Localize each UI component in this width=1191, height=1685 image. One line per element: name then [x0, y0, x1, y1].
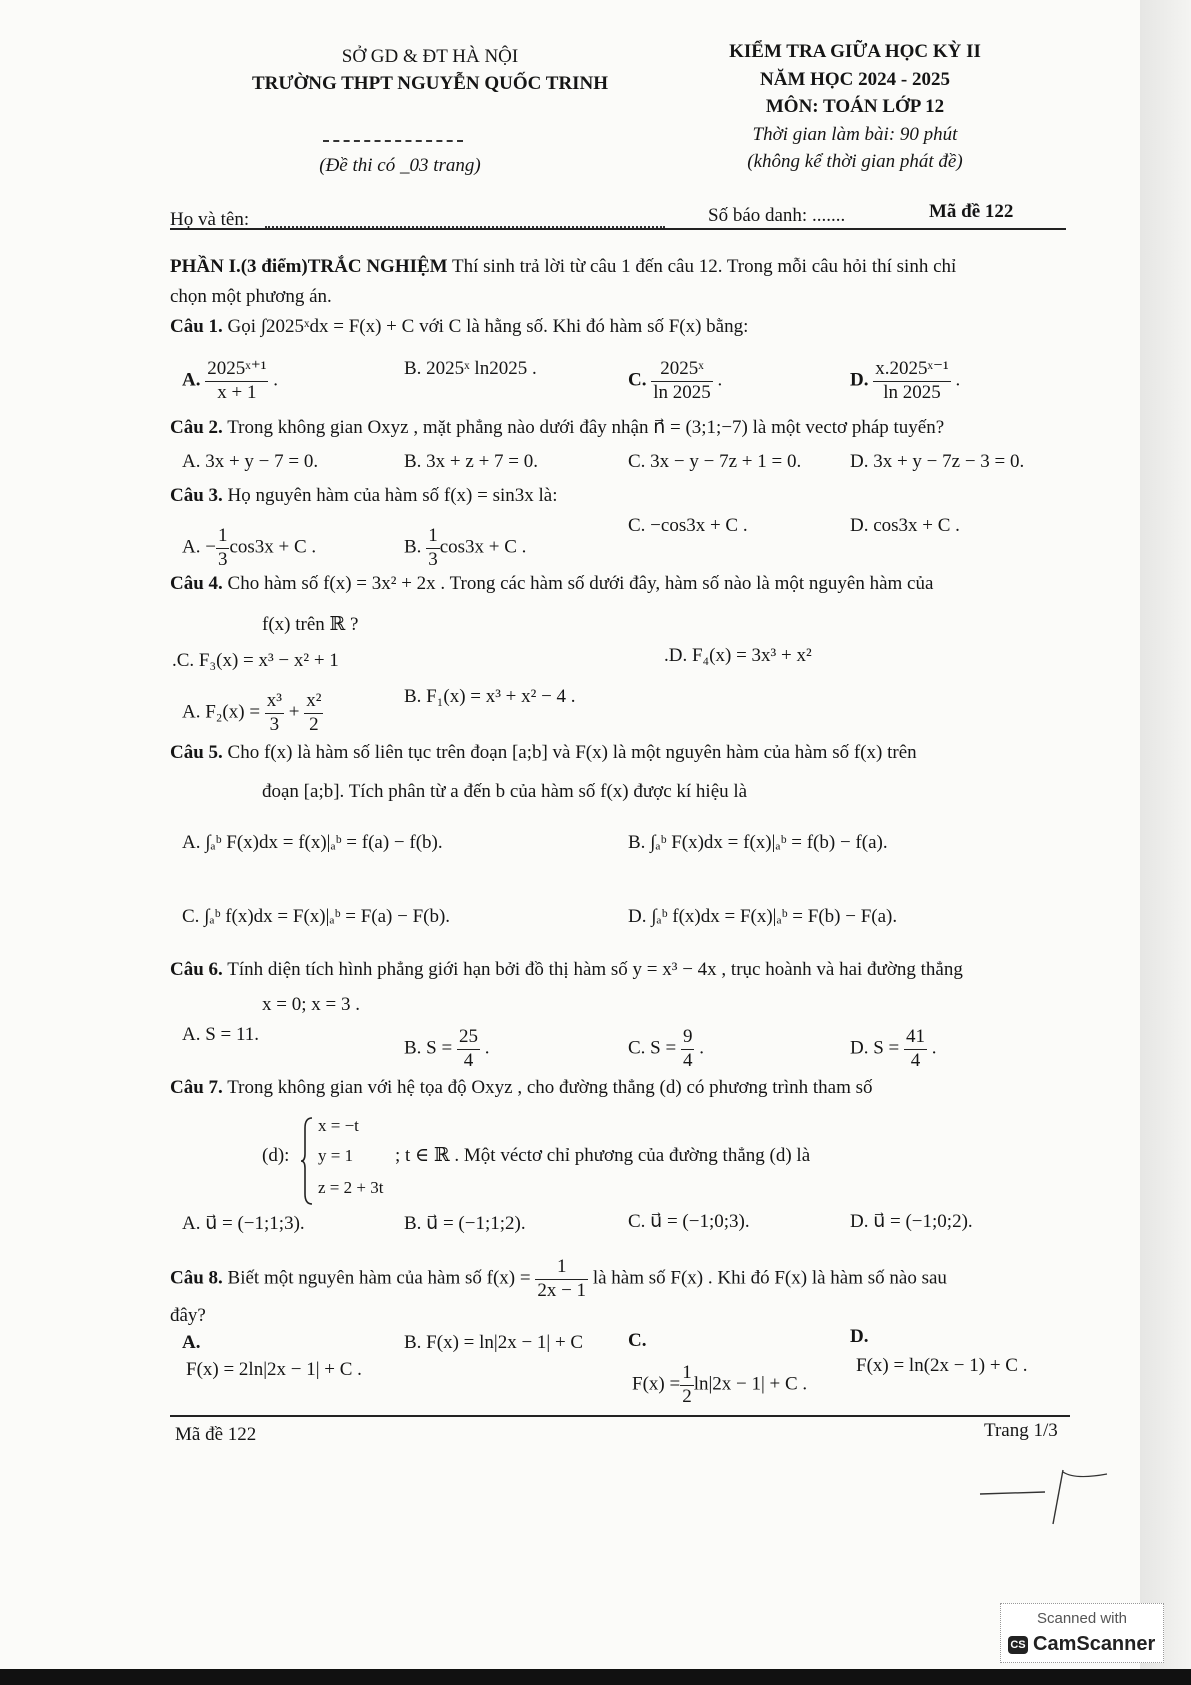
section1-intro-line2: chọn một phương án. — [170, 286, 332, 307]
q2-option-a: A. 3x + y − 7 = 0. — [182, 451, 319, 472]
q4-stem-line2: f(x) trên ℝ ? — [262, 614, 359, 635]
q7-eq-y: y = 1 — [318, 1146, 354, 1165]
q7-eq-z: z = 2 + 3t — [318, 1178, 384, 1197]
exam-title: KIỂM TRA GIỮA HỌC KỲ II — [729, 41, 981, 62]
q5-option-d: D. ∫ₐᵇ f(x)dx = F(x)|ₐᵇ = F(b) − F(a). — [628, 906, 898, 927]
q8-stem-line2: đây? — [170, 1305, 206, 1326]
q6-stem-line2: x = 0; x = 3 . — [262, 994, 360, 1015]
exam-time: Thời gian làm bài: 90 phút — [752, 124, 958, 145]
camscanner-badge — [1000, 1603, 1164, 1663]
q3-option-c: C. −cos3x + C . — [628, 515, 748, 536]
q7-system-prefix: (d): — [262, 1145, 290, 1166]
exam-time-note: (không kể thời gian phát đề) — [747, 151, 963, 172]
q4-option-b: B. F₁(x) = x³ + x² − 4 . — [404, 686, 576, 707]
q7-option-a: A. u⃗ = (−1;1;3). — [182, 1213, 305, 1234]
q3-option-a: A. − $\frac{1}{3}$ cos3x + C . — [182, 525, 317, 570]
q7-option-c: C. u⃗ = (−1;0;3). — [628, 1211, 750, 1232]
scan-bottom-edge — [0, 1669, 1191, 1685]
q3-option-d: D. cos3x + C . — [850, 515, 960, 536]
section1-intro: PHẦN I.(3 điểm)TRẮC NGHIỆM Thí sinh trả lời từ câu 1 đến câu 12. Trong mỗi câu hỏi thí sinh chỉ — [170, 256, 957, 277]
q5-option-b: B. ∫ₐᵇ F(x)dx = f(x)|ₐᵇ = f(b) − f(a). — [628, 832, 888, 853]
q5-stem: Câu 5. Cho f(x) là hàm số liên tục trên đoạn [a;b] và F(x) là một nguyên hàm của hàm số f(x) trên — [170, 742, 917, 763]
scanned-with-text: Scanned with — [1036, 1610, 1128, 1627]
footer-rule — [170, 1415, 1070, 1417]
footer-exam-code: Mã đề 122 — [175, 1424, 257, 1445]
q7-option-d: D. u⃗ = (−1;0;2). — [850, 1211, 973, 1232]
school-name: TRƯỜNG THPT NGUYỄN QUỐC TRINH — [251, 73, 609, 94]
q7-option-b: B. u⃗ = (−1;1;2). — [404, 1213, 526, 1234]
q6-option-b: B. S = $\frac{25}{4}$ . — [404, 1026, 490, 1071]
q1-stem: Câu 1. Gọi ∫2025ˣdx = F(x) + C với C là hằng số. Khi đó hàm số F(x) bằng: — [170, 316, 749, 337]
q2-option-d: D. 3x + y − 7z − 3 = 0. — [850, 451, 1025, 472]
q8-option-c: F(x) = $\frac{1}{2}$ ln|2x − 1| + C . — [632, 1362, 808, 1407]
q7-brace-icon — [300, 1116, 314, 1206]
exam-code: Mã đề 122 — [929, 201, 1014, 222]
q6-stem: Câu 6. Tính diện tích hình phẳng giới hạn bởi đồ thị hàm số y = x³ − 4x , trục hoành và hai đường thẳng — [170, 959, 963, 980]
q4-stem: Câu 4. Cho hàm số f(x) = 3x² + 2x . Trong các hàm số dưới đây, hàm số nào là một nguyên hàm của — [170, 573, 934, 594]
q4-option-a: A. F₂(x) = $\frac{\text{x³}}{3}$ + $\frac{\text{x²}}{2}$ — [182, 690, 322, 735]
q1-option-b: B. 2025ˣ ln2025 . — [404, 358, 537, 379]
q8-stem: Câu 8. Biết một nguyên hàm của hàm số f(x) = $\frac{1}{2x - 1}$ là hàm số F(x) . Khi đó F(x) là hàm số nào sau — [170, 1256, 947, 1301]
q6-option-c: C. S = $\frac{9}{4}$ . — [628, 1026, 704, 1071]
q7-stem: Câu 7. Trong không gian với hệ tọa độ Oxyz , cho đường thẳng (d) có phương trình tham số — [170, 1077, 873, 1098]
footer-page-number: Trang 1/3 — [984, 1420, 1058, 1441]
q8-option-d: F(x) = ln(2x − 1) + C . — [856, 1355, 1028, 1376]
camscanner-text: CamScanner — [1033, 1633, 1156, 1655]
q5-stem-line2: đoạn [a;b]. Tích phân từ a đến b của hàm số f(x) được kí hiệu là — [262, 781, 748, 802]
header-divider — [323, 140, 463, 142]
q2-option-c: C. 3x − y − 7z + 1 = 0. — [628, 451, 802, 472]
q6-option-d: D. S = $\frac{41}{4}$ . — [850, 1026, 937, 1071]
q8-option-c-label: C. — [628, 1330, 647, 1351]
q8-option-b: B. F(x) = ln|2x − 1| + C — [404, 1332, 584, 1353]
q7-eq-x: x = −t — [318, 1116, 359, 1135]
paper-edge — [1140, 0, 1191, 1685]
q5-option-c: C. ∫ₐᵇ f(x)dx = F(x)|ₐᵇ = F(a) − F(b). — [182, 906, 451, 927]
name-label: Họ và tên: — [170, 209, 250, 230]
dept-name: SỞ GD & ĐT HÀ NỘI — [341, 46, 519, 67]
header-rule — [170, 228, 1066, 230]
q6-option-a: A. S = 11. — [182, 1024, 260, 1045]
exam-year: NĂM HỌC 2024 - 2025 — [760, 69, 950, 90]
q1-option-a: A. $\frac{\text{2025ˣ⁺¹}}{x + 1}$ . — [182, 358, 278, 403]
q1-option-d: D. $\frac{\text{x.2025ˣ⁻¹}}{\ln 2025}$ . — [850, 358, 961, 403]
q8-option-a: F(x) = 2ln|2x − 1| + C . — [186, 1359, 362, 1380]
camscanner-logo-icon: CS — [1008, 1636, 1028, 1654]
handwritten-mark-icon — [975, 1462, 1115, 1532]
candidate-id-label: Số báo danh: ....... — [708, 205, 846, 226]
q4-option-c: .C. F₃(x) = x³ − x² + 1 — [172, 650, 339, 671]
q8-option-d-label: D. — [850, 1326, 869, 1347]
q8-option-a-label: A. — [182, 1332, 201, 1353]
q2-stem: Câu 2. Trong không gian Oxyz , mặt phẳng nào dưới đây nhận n⃗ = (3;1;−7) là một vectơ pháp tuyến? — [170, 417, 945, 438]
q5-option-a: A. ∫ₐᵇ F(x)dx = f(x)|ₐᵇ = f(a) − f(b). — [182, 832, 443, 853]
pages-note: (Đề thi có _03 trang) — [319, 155, 481, 176]
q7-system-tail: ; t ∈ ℝ . Một véctơ chỉ phương của đường thẳng (d) là — [395, 1145, 811, 1166]
q3-option-b: B. $\frac{1}{3}$ cos3x + C . — [404, 525, 527, 570]
q2-option-b: B. 3x + z + 7 = 0. — [404, 451, 539, 472]
q3-stem: Câu 3. Họ nguyên hàm của hàm số f(x) = sin3x là: — [170, 485, 558, 506]
q1-option-c: C. $\frac{\text{2025ˣ}}{\ln 2025}$ . — [628, 358, 723, 403]
q4-option-d: .D. F₄(x) = 3x³ + x² — [664, 645, 812, 666]
exam-subject: MÔN: TOÁN LỚP 12 — [765, 96, 945, 117]
